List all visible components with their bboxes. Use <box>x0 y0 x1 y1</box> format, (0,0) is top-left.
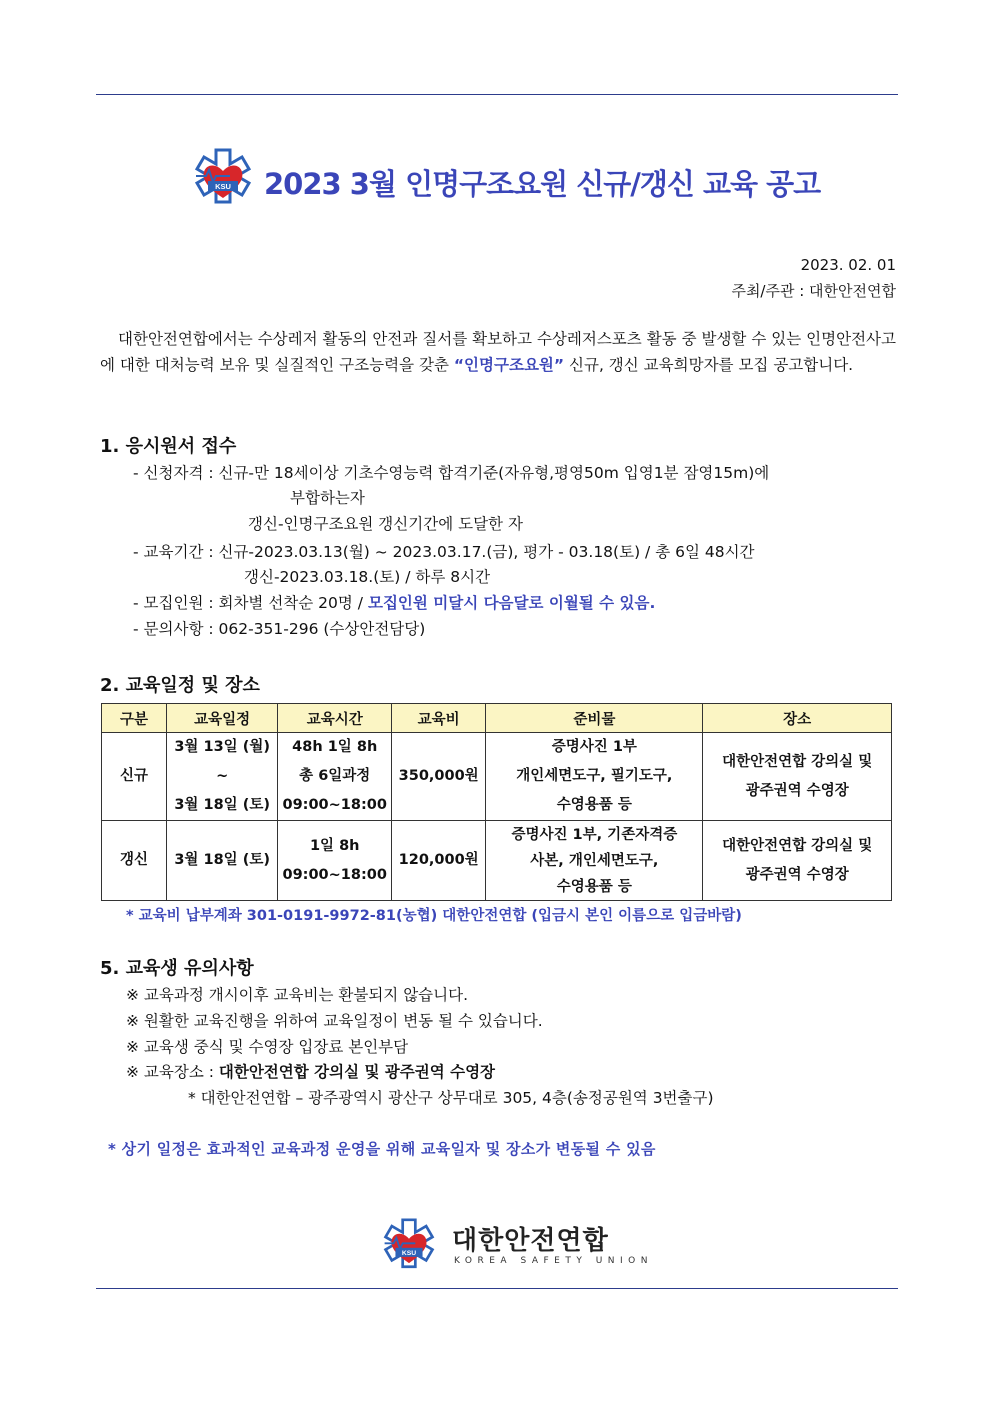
cell-line: 3월 18일 (토) <box>174 852 270 868</box>
qualification-line-2: 부합하는자 <box>290 489 365 507</box>
intro-text-2: 신규, 갱신 교육희망자를 모집 공고합니다. <box>564 356 854 374</box>
place-cell <box>703 821 892 901</box>
section5-heading: 5. 교육생 유의사항 <box>100 958 254 979</box>
cell-line: 광주권역 수영장 <box>745 782 849 799</box>
cell-line: 증명사진 1부, 기존자격증 <box>511 826 678 843</box>
cell-line: 수영용품 등 <box>556 878 632 895</box>
cell-line: 광주권역 수영장 <box>745 866 849 883</box>
intro-text-1: 대한안전연합에서는 수상레저 활동의 안전과 질서를 확보하고 수상레저스포츠 활동 중 발생할 수 있는 인명안전사고에 대한 대처능력 보유 및 실질적인 구조능력을 갖춘 <box>100 330 896 374</box>
period-line-2: 갱신-2023.03.18.(토) / 하루 8시간 <box>244 568 491 586</box>
cell-line: 수영용품 등 <box>556 797 632 813</box>
issue-date: 2023. 02. 01 <box>800 256 896 274</box>
cell-line: 09:00~18:00 <box>282 866 387 883</box>
table-row <box>102 821 892 901</box>
cell-line: 대한안전연합 강의실 및 <box>722 753 873 770</box>
col-header: 교육시간 <box>278 704 392 733</box>
schedule-cell <box>166 821 278 901</box>
period-line-1: - 교육기간 : 신규-2023.03.13(월) ~ 2023.03.17.(금), 평가 - 03.18(토) / 총 6일 48시간 <box>133 543 755 561</box>
cell-line: 총 6일과정 <box>299 768 371 784</box>
schedule-table <box>101 703 892 901</box>
col-header: 구분 <box>102 704 167 733</box>
cell-line: 증명사진 1부 <box>551 739 637 755</box>
intro-paragraph <box>100 326 896 378</box>
organizer: 주최/주관 : 대한안전연합 <box>731 282 896 300</box>
page-title: 2023 3월 인명구조요원 신규/갱신 교육 공고 <box>264 167 821 201</box>
footer-org-sub: KOREA SAFETY UNION <box>454 1256 653 1266</box>
type-cell: 갱신 <box>102 821 167 901</box>
qualification-line-3: 갱신-인명구조요원 갱신기간에 도달한 자 <box>248 515 523 533</box>
final-note: * 상기 일정은 효과적인 교육과정 운영을 위해 교육일자 및 장소가 변동될 수 있음 <box>108 1140 656 1158</box>
fee-cell: 350,000원 <box>392 733 486 821</box>
address-line: * 대한안전연합 – 광주광역시 광산구 상무대로 305, 4층(송정공원역 3번출구) <box>188 1089 714 1107</box>
contact-line: - 문의사항 : 062-351-296 (수상안전담당) <box>133 620 426 638</box>
cell-line: 48h 1일 8h <box>292 739 378 755</box>
cell-line: 개인세면도구, 필기도구, <box>516 768 673 784</box>
top-rule <box>96 94 898 95</box>
ksu-footer-logo-text: KSU <box>401 1250 417 1258</box>
venue-value: 대한안전연합 강의실 및 광주권역 수영장 <box>218 1063 496 1081</box>
venue-label: ※ 교육장소 : <box>126 1063 219 1081</box>
section1-heading: 1. 응시원서 접수 <box>100 436 237 457</box>
cell-line: 3월 13일 (월) <box>174 739 270 755</box>
section2-heading: 2. 교육일정 및 장소 <box>100 675 260 696</box>
notice-line-4 <box>126 1060 495 1082</box>
cell-line: 대한안전연합 강의실 및 <box>722 837 873 854</box>
ksu-logo-icon <box>190 148 256 210</box>
qualification-line-1: - 신청자격 : 신규-만 18세이상 기초수영능력 합격기준(자유형,평영50m 입영1분 잠영15m)에 <box>133 464 770 482</box>
col-header: 준비물 <box>486 704 703 733</box>
recruit-text: - 모집인원 : 회차별 선착순 20명 / <box>133 594 368 612</box>
items-cell <box>486 733 703 821</box>
notice-line-1: ※ 교육과정 개시이후 교육비는 환불되지 않습니다. <box>126 986 469 1004</box>
recruit-warning: 모집인원 미달시 다음달로 이월될 수 있음. <box>367 594 656 612</box>
table-row <box>102 733 892 821</box>
bottom-rule <box>96 1288 898 1289</box>
recruit-line <box>133 591 655 613</box>
title-block <box>190 148 850 210</box>
time-cell <box>278 821 392 901</box>
time-cell <box>278 733 392 821</box>
col-header: 교육일정 <box>166 704 278 733</box>
cell-line: 1일 8h <box>309 837 360 854</box>
cell-line: 09:00~18:00 <box>282 797 387 813</box>
footer-logo <box>374 1218 653 1276</box>
col-header: 장소 <box>703 704 892 733</box>
notice-line-3: ※ 교육생 중식 및 수영장 입장료 본인부담 <box>126 1038 409 1056</box>
schedule-cell <box>166 733 278 821</box>
cell-line: 3월 18일 (토) <box>174 797 270 813</box>
cell-line: 사본, 개인세면도구, <box>530 852 659 869</box>
place-cell <box>703 733 892 821</box>
type-cell: 신규 <box>102 733 167 821</box>
items-cell <box>486 821 703 901</box>
notice-line-2: ※ 원활한 교육진행을 위하여 교육일정이 변동 될 수 있습니다. <box>126 1012 543 1030</box>
cell-line: ~ <box>216 768 229 784</box>
footer-org-name: 대한안전연합 <box>452 1226 609 1256</box>
payment-account-note: * 교육비 납부계좌 301-0191-9972-81(농협) 대한안전연합 (입금시 본인 이름으로 입금바람) <box>126 908 742 924</box>
col-header: 교육비 <box>392 704 486 733</box>
table-header-row <box>102 704 892 733</box>
intro-highlight: “인명구조요원” <box>453 356 565 374</box>
fee-cell: 120,000원 <box>392 821 486 901</box>
ksu-footer-logo-icon <box>374 1218 444 1274</box>
ksu-logo-text: KSU <box>215 182 231 191</box>
